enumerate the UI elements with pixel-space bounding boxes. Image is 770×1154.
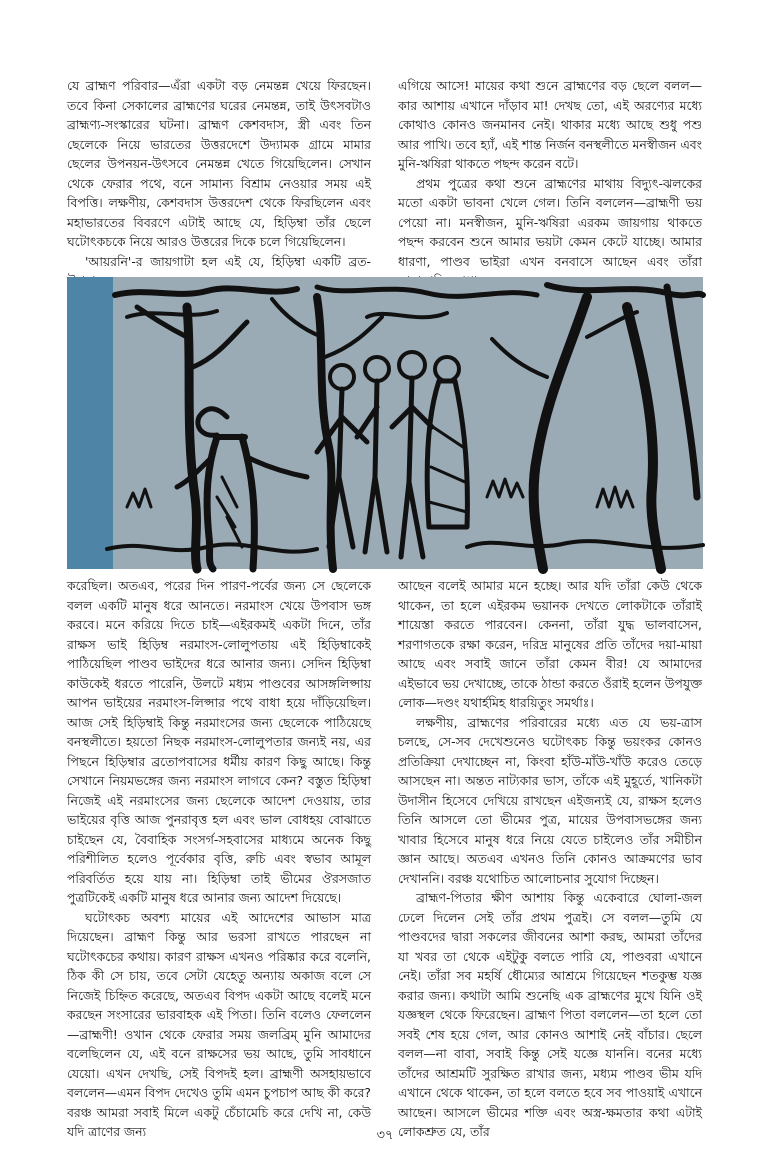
paragraph: 'আয়রনি'-র জায়গাটা হল এই যে, হিড়িম্বা একটি ব্রত-: [85, 253, 371, 269]
column-bottom-right: [398, 576, 702, 1139]
paragraph: ব্রাহ্মণ-পিতার ক্ষীণ আশায় কিন্তু একেবারে ঘোলা-জল ঢেলে দিলেন সেই তাঁর প্রথম পুত্রই। সে বলল—তুমি যে পাণ্ডবদের দ্বারা সকলের জীবনের আশা করছ, আমরা তাঁদের যা খবর তা থেকে এইটুকু বলতে পারি যে, পাণ্ডবরা এখানে নেই। তাঁরা সব মহর্ষি ধৌম্যের আশ্রমে গিয়েছেন শতকুম্ভ যজ্ঞ করার জন্য। কথাটা আমি শুনেছি এক ব্রাহ্মণের মুখে যিনি ওই যজ্ঞস্থল থেকে ফিরেছেন। ব্রাহ্মণ পিতা বললেন—তা হলে তো সবই শেষ হয়ে গেল, আর কোনও আশাই নেই বাঁচার। ছেলে বলল—না বাবা, সবাই কিন্তু সেই যজ্ঞে যাননি। বনের মধ্যে তাঁদের আশ্রমটি সুরক্ষিত রাখার জন্য, মধ্যম পাণ্ডব ভীম যদি এখানে থেকে থাকেন, তা হলে বলতে হবে সব পাওয়াই এখানে আছেন। আসলে ভীমের শক্তি এবং অস্ত্র-ক্ষমতার কথা এটাই লোকশ্রুত যে, তাঁর: [398, 890, 702, 1139]
column-top-right: [398, 76, 702, 272]
paragraph: করেছিল। অতএব, পরের দিন পারণ-পর্বের জন্য সে ছেলেকে বলল একটি মানুষ ধরে আনতে। নরমাংস খেয়ে উপবাস ভঙ্গ করবে। মনে করিয়ে দিতে চাই—এইরকমই একটা দিনে, তাঁর রাক্ষস ভাই হিড়িম্ব নরমাংস-লোলুপতায় এই হিড়িম্বাকেই পাঠিয়েছিল পাণ্ডব ভাইদের ধরে আনার জন্য। সেদিন হিড়িম্বা কাউকেই ধরতে পারেনি, উলটে মধ্যম পাণ্ডবের আসঙ্গলিপ্সায় আপন ভাইয়ের নরমাংস-লিপ্সার পথে বাধা হয়ে দাঁড়িয়েছিল। আজ সেই হিড়িম্বাই কিন্তু নরমাংসের জন্য ছেলেকে পাঠিয়েছে বনস্থলীতে। হয়তো নিছক নরমাংস-লোলুপতার জন্যই নয়, এর পিছনে হিড়িম্বার ব্রতোপবাসের ধর্মীয় কারণ কিছু আছে। কিন্তু সেখানে নিয়মভঙ্গের জন্য নরমাংস লাগবে কেন? বস্তুত হিড়িম্বা নিজেই এই নরমাংসের জন্য ছেলেকে আদেশ দেওয়ায়, তার ভাইয়ের বৃত্তি আজ পুনরাবৃত্ত হল এবং ভাল বোধহয় বোঝাতে চাইছেন যে, বৈবাহিক সংসর্গ-সহবাসের মাধ্যমে অনেক কিছু পরিশীলিত হলেও পূর্বেকার বৃত্তি, রুচি এবং স্বভাব আমূল পরিবর্তিত হয়ে যায় না। হিড়িম্বা তাই ভীমের ঔরসজাত পুত্রটিকেই একটি মানুষ ধরে আনার জন্য আদেশ দিয়েছে।: [67, 578, 371, 905]
column-bottom-left: [67, 576, 371, 1139]
paragraph: এগিয়ে আসে! মায়ের কথা শুনে ব্রাহ্মণের বড় ছেলে বলল—কার আশায় এখানে দাঁড়াব মা! দেখছ তো, এই অরণ্যের মধ্যে কোথাও কোনও জনমানব নেই। থাকার মধ্যে আছে শুধু পশু আর পাখি। তবে হ্যাঁ, এই শান্ত নির্জন বনস্থলীতে মনস্বীজন এবং মুনি-ঋষিরা থাকতে পছন্দ করেন বটে।: [398, 78, 702, 171]
paragraph: ঘটোৎকচ অবশ্য মায়ের এই আদেশের আভাস মাত্র দিয়েছেন। ব্রাহ্মণ কিন্তু আর ভরসা রাখতে পারছেন না ঘটোৎকচের কথায়। কারণ রাক্ষস এখনও পরিষ্কার করে বলেনি, ঠিক কী সে চায়, তবে সেটা যেহেতু অন্যায় অকাজ বলে সে নিজেই চিহ্নিত করেছে, অতএব বিপদ একটা আছে বলেই মনে করছেন সংসারের ভারবাহক এই পিতা। তিনি বলেও ফেললেন—ব্রাহ্মণী! ওখান থেকে ফেরার সময় জলব্রিম্ মুনি আমাদের বলেছিলেন যে, এই বনে রাক্ষসের ভয় আছে, তুমি সাবধানে যেয়ো। এখন দেখছি, সেই বিপদই হল। ব্রাহ্মণী অসহায়ভাবে বললেন—এমন বিপদ দেখেও তুমি এমন চুপচাপ আছ কী করে? বরঞ্চ আমরা সবাই মিলে একটু চেঁচামেচি করে দেখি না, কেউ যদি ত্রাণের জন্য: [67, 909, 371, 1139]
forest-illustration: [67, 277, 703, 569]
paragraph: লক্ষণীয়, ব্রাহ্মণের পরিবারের মধ্যে এত যে ভয়-ত্রাস চলছে, সে-সব দেখেশুনেও ঘটোৎকচ কিন্তু ভয়ংকর কোনও প্রতিক্রিয়া দেখাচ্ছেন না, কিংবা হাঁউ-মাঁউ-খাঁউ করেও তেড়ে আসছেন না। অন্তত নাট্যকার ভাস, তাঁকে এই মুহূর্তে, খানিকটা উদাসীন হিসেবে দেখিয়ে রাখছেন এইজন্যই যে, রাক্ষস হলেও তিনি আসলে তো ভীমের পুত্র, মায়ের উপবাসভঙ্গের জন্য খাবার হিসেবে মানুষ ধরে নিয়ে যেতে চাইলেও তাঁর সমীচীন জ্ঞান আছে। অতএব এখনও তিনি কোনও আক্রমণের ভাব দেখাননি। বরঞ্চ যথোচিত আলোচনার সুযোগ দিচ্ছেন।: [398, 714, 702, 886]
ink-sketch-forest-scene: [67, 277, 703, 569]
page-number: ৩৭: [376, 1128, 394, 1143]
paragraph: আছেন বলেই আমার মনে হচ্ছে। আর যদি তাঁরা কেউ থেকে থাকেন, তা হলে এইরকম ভয়ানক দেখতে লোকটাকে তাঁরাই শায়েস্তা করতে পারবেন। কেননা, তাঁরা যুদ্ধ ভালবাসেন, শরণাগতকে রক্ষা করেন, দরিদ্র মানুষের প্রতি তাঁদের দয়া-মায়া আছে এবং সবাই জানে তাঁরা কেমন বীর! যে আমাদের এইভাবে ভয় দেখাচ্ছে, তাকে ঠান্ডা করতে ওঁরাই হলেন উপযুক্ত লোক—দণ্ডং যথার্হমিহ ধারয়িতুং সমর্থাঃ।: [398, 578, 702, 710]
paragraph: যে ব্রাহ্মণ পরিবার—এঁরা একটা বড় নেমন্তন্ন খেয়ে ফিরছেন। তবে কিনা সেকালের ব্রাহ্মণের ঘরের নেমন্তন্ন, তাই উৎসবটাও ব্রাহ্মণ্য-সংস্কারের ঘটনা। ব্রাহ্মণ কেশবদাস, স্ত্রী এবং তিন ছেলেকে নিয়ে ভারতের উত্তরদেশে উদ্যামক গ্রামে মামার ছেলের উপনয়ন-উৎসবে নেমন্তন্ন খেতে গিয়েছিলেন। সেখান থেকে ফেরার পথে, বনে সামান্য বিশ্রাম নেওয়ার সময় এই বিপত্তি। লক্ষণীয়, কেশবদাস উত্তরদেশ থেকে ফিরছিলেন এবং মহাভারতের বিবরণে এটাই আছে যে, হিড়িম্বা তাঁর ছেলে ঘটোৎকচকে নিয়ে আরও উত্তরের দিকে চলে গিয়েছিলেন।: [67, 78, 371, 249]
column-top-left: [67, 76, 371, 272]
paragraph: প্রথম পুত্রের কথা শুনে ব্রাহ্মণের মাথায় বিদ্যুৎ-ঝলকের মতো একটা ভাবনা খেলে গেল। তিনি বললেন—ব্রাহ্মণী ভয় পেয়ো না। মনস্বীজন, মুনি-ঋষিরা এরকম জায়গায় থাকতে পছন্দ করবেন শুনে আমার ভয়টা কেমন কেটে যাচ্ছে। আমার ধারণা, পাণ্ডব ভাইরা এখন বনবাসে আছেন এবং তাঁরা: [398, 175, 702, 269]
